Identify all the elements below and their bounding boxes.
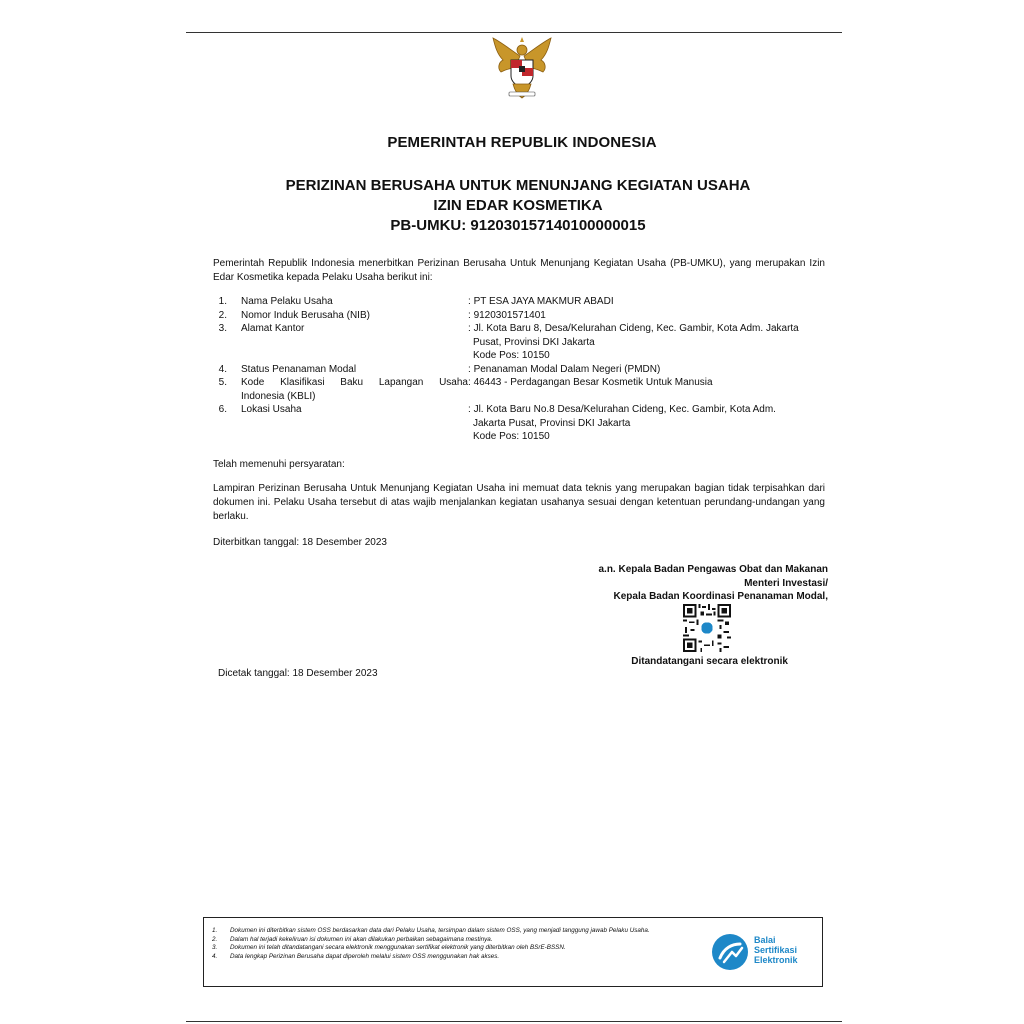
detail-value-continuation: Jakarta Pusat, Provinsi DKI Jakarta <box>473 417 631 429</box>
document-title <box>0 176 1024 236</box>
footer-notes-list <box>212 927 702 961</box>
annex-paragraph: Lampiran Perizinan Berusaha Untuk Menunjang Kegiatan Usaha ini memuat data teknis yang merupakan bagian tidak terpisahkan dari dokumen ini. Pelaku Usaha tersebut di atas wajib menjalankan kegiatan usahanya sesuai dengan ketentuan perundang-undangan yang berlaku. <box>213 483 825 522</box>
requirements-label: Telah memenuhi persyaratan: <box>213 459 345 470</box>
business-details <box>213 295 825 444</box>
bottom-rule <box>186 1021 842 1022</box>
detail-row-kbli <box>213 376 825 390</box>
detail-value-continuation: Kode Pos: 10150 <box>473 350 550 361</box>
garuda-emblem-icon <box>487 34 557 102</box>
footer-note: 2. Dalam hal terjadi kekeliruan isi dokumen ini akan dilakukan perbaikan sebagaimana mestinya. <box>212 935 493 943</box>
bsre-logo-text: Balai Sertifikasi Elektronik <box>754 935 798 965</box>
signatory-line-2: Menteri Investasi/ <box>744 577 828 589</box>
detail-value: : PT ESA JAYA MAKMUR ABADI <box>468 296 614 307</box>
detail-row-investment-status <box>213 363 825 377</box>
printed-date: Dicetak tanggal: 18 Desember 2023 <box>218 668 378 679</box>
detail-label: Alamat Kantor <box>241 323 305 334</box>
detail-number: 2. <box>218 309 227 321</box>
detail-value: : Jl. Kota Baru 8, Desa/Kelurahan Cideng, Kec. Gambir, Kota Adm. Jakarta <box>468 323 799 334</box>
signatory-line-1: a.n. Kepala Badan Pengawas Obat dan Makanan <box>598 564 828 575</box>
detail-label: Status Penanaman Modal <box>241 363 357 375</box>
bsre-logo-icon <box>710 932 750 972</box>
title-line-1: PERIZINAN BERUSAHA UNTUK MENUNJANG KEGIATAN USAHA <box>285 177 751 194</box>
detail-label: Kode Klasifikasi Baku Lapangan Usaha <box>241 377 468 388</box>
detail-label: Nomor Induk Berusaha (NIB) <box>241 309 370 321</box>
detail-row-name <box>213 295 825 309</box>
detail-row-office-address <box>213 322 825 336</box>
detail-value-continuation: Pusat, Provinsi DKI Jakarta <box>473 336 595 348</box>
detail-label: Nama Pelaku Usaha <box>241 296 333 307</box>
footer-note: 1. Dokumen ini diterbitkan sistem OSS berdasarkan data dari Pelaku Usaha, tersimpan dalam sistem OSS, yang menjadi tanggung jawab Pelaku Usaha. <box>212 927 650 934</box>
qr-code-icon <box>683 604 731 652</box>
footer-notes-box <box>203 917 823 987</box>
detail-label-continuation: Indonesia (KBLI) <box>241 390 316 402</box>
signatory-line-3: Kepala Badan Koordinasi Penanaman Modal, <box>613 591 828 602</box>
footer-note: 4. Data lengkap Perizinan Berusaha dapat diperoleh melalui sistem OSS menggunakan hak akses. <box>212 952 500 960</box>
title-line-3: PB-UMKU: 912030157140100000015 <box>390 217 646 234</box>
electronic-signature-note: Ditandatangani secara elektronik <box>631 656 788 667</box>
top-rule <box>186 32 842 33</box>
intro-paragraph: Pemerintah Republik Indonesia menerbitkan Perizinan Berusaha Untuk Menunjang Kegiatan Usaha (PB-UMKU), yang merupakan Izin Edar Kosmetika kepada Pelaku Usaha berikut ini: <box>213 258 825 283</box>
detail-row-nib <box>213 309 825 323</box>
title-line-2: IZIN EDAR KOSMETIKA <box>433 197 603 214</box>
issued-date: Diterbitkan tanggal: 18 Desember 2023 <box>213 537 387 548</box>
detail-label: Lokasi Usaha <box>241 404 302 415</box>
footer-note: 3. Dokumen ini telah ditandatangani secara elektronik menggunakan sertifikat elektronik yang diterbitkan oleh BSrE-BSSN. <box>212 944 566 952</box>
detail-value: : Jl. Kota Baru No.8 Desa/Kelurahan Cideng, Kec. Gambir, Kota Adm. <box>468 404 776 415</box>
detail-value: : Penanaman Modal Dalam Negeri (PMDN) <box>468 363 661 375</box>
detail-value-continuation: Kode Pos: 10150 <box>473 431 550 442</box>
detail-number: 6. <box>218 404 227 415</box>
detail-number: 3. <box>218 323 227 334</box>
government-heading: PEMERINTAH REPUBLIK INDONESIA <box>387 134 657 151</box>
detail-row-business-location <box>213 403 825 417</box>
detail-value: : 9120301571401 <box>468 309 546 321</box>
detail-value: : 46443 - Perdagangan Besar Kosmetik Untuk Manusia <box>468 377 713 388</box>
detail-number: 4. <box>218 363 227 375</box>
detail-number: 5. <box>218 377 227 388</box>
detail-number: 1. <box>218 296 227 307</box>
signatory-block <box>560 563 828 604</box>
